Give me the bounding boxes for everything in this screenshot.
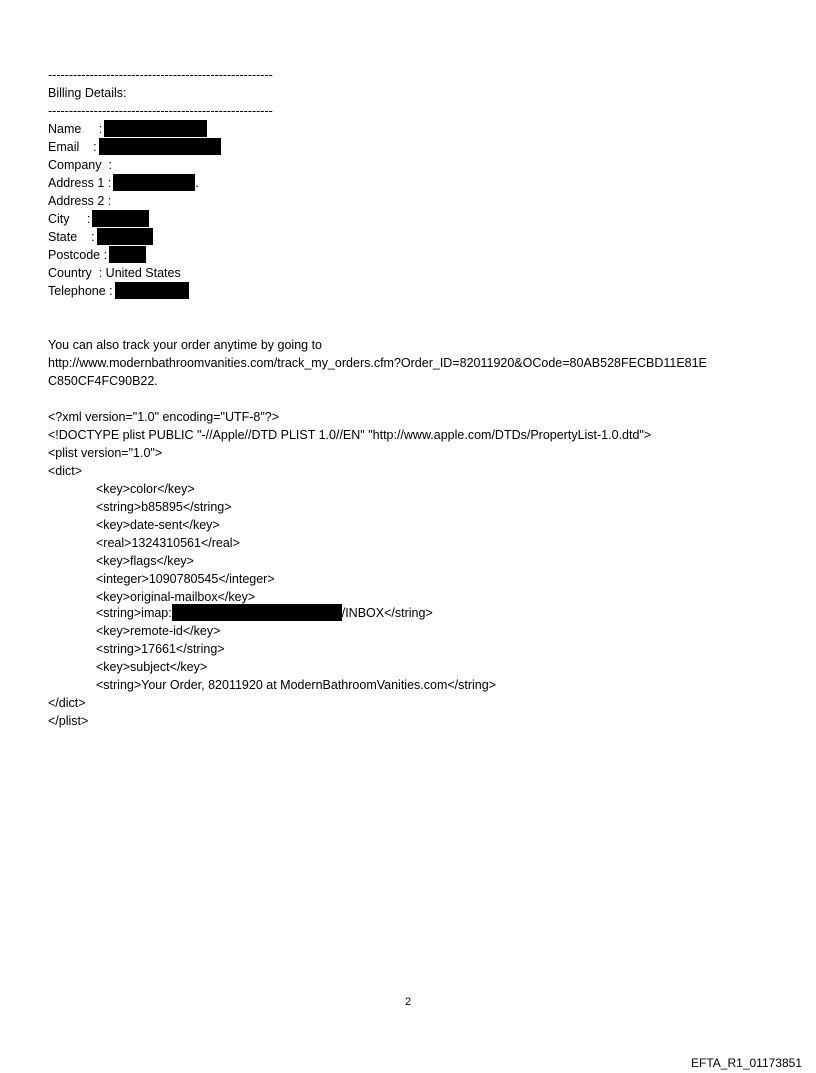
email-label: Email : (48, 140, 97, 154)
redaction-box (92, 210, 149, 227)
country-label: Country : (48, 266, 103, 280)
company-row (48, 156, 112, 174)
redaction-box (113, 174, 195, 191)
telephone-label: Telephone : (48, 284, 113, 298)
page-number: 2 (404, 996, 412, 1008)
plist-close-tag: </plist> (48, 714, 89, 728)
plist-line: <string>b85895</string> (96, 500, 232, 514)
dict-close-tag: </dict> (48, 696, 86, 710)
state-row (48, 228, 153, 246)
separator-line: ------------------------------------------------------ (48, 104, 273, 118)
redaction-box (99, 138, 221, 155)
plist-line: <key>flags</key> (96, 554, 194, 568)
plist-line: <key>date-sent</key> (96, 518, 220, 532)
redaction-box (97, 228, 153, 245)
tracking-url: http://www.modernbathroomvanities.com/track_my_orders.cfm?Order_ID=82011920&OCode=80AB528FECBD11E81E (48, 356, 707, 370)
plist-line: <key>remote-id</key> (96, 624, 221, 638)
redaction-box (104, 120, 207, 137)
bates-number: EFTA_R1_01173851 (691, 1056, 802, 1070)
name-label: Name : (48, 122, 103, 136)
address1-label: Address 1 : (48, 176, 112, 190)
tracking-url-continued: C850CF4FC90B22. (48, 374, 158, 388)
plist-line: <key>subject</key> (96, 660, 208, 674)
address2-label: Address 2 : (48, 194, 112, 208)
telephone-row (48, 282, 189, 300)
xml-declaration: <?xml version="1.0" encoding="UTF-8"?> (48, 410, 280, 424)
doctype-line: <!DOCTYPE plist PUBLIC "-//Apple//DTD PLIST 1.0//EN" "http://www.apple.com/DTDs/PropertyList-1.0.dtd"> (48, 428, 652, 442)
city-label: City : (48, 212, 91, 226)
address1-row (48, 174, 199, 192)
dict-open-tag: <dict> (48, 464, 83, 478)
plist-line: <real>1324310561</real> (96, 536, 240, 550)
plist-line: <string>Your Order, 82011920 at ModernBathroomVanities.com</string> (96, 678, 497, 692)
redaction-box (109, 246, 146, 263)
plist-line: <key>original-mailbox</key> (96, 590, 256, 604)
company-label: Company : (48, 158, 112, 172)
plist-line: <string>17661</string> (96, 642, 225, 656)
plist-line: <integer>1090780545</integer> (96, 572, 275, 586)
postcode-row (48, 246, 146, 264)
postcode-label: Postcode : (48, 248, 108, 262)
city-row (48, 210, 149, 228)
name-row (48, 120, 207, 138)
separator-line: ------------------------------------------------------ (48, 68, 273, 82)
address1-suffix: . (195, 176, 199, 190)
redaction-box (115, 282, 189, 299)
redaction-box (172, 604, 342, 621)
plist-mailbox-line (96, 604, 433, 622)
email-row (48, 138, 221, 156)
address2-row (48, 192, 111, 210)
country-value: United States (105, 266, 181, 280)
plist-open-tag: <plist version="1.0"> (48, 446, 163, 460)
tracking-text: You can also track your order anytime by going to (48, 338, 322, 352)
mailbox-suffix: /INBOX</string> (341, 606, 433, 620)
country-row (48, 264, 181, 282)
plist-line: <key>color</key> (96, 482, 195, 496)
state-label: State : (48, 230, 95, 244)
billing-heading: Billing Details: (48, 86, 127, 100)
mailbox-prefix: <string>imap: (96, 606, 172, 620)
